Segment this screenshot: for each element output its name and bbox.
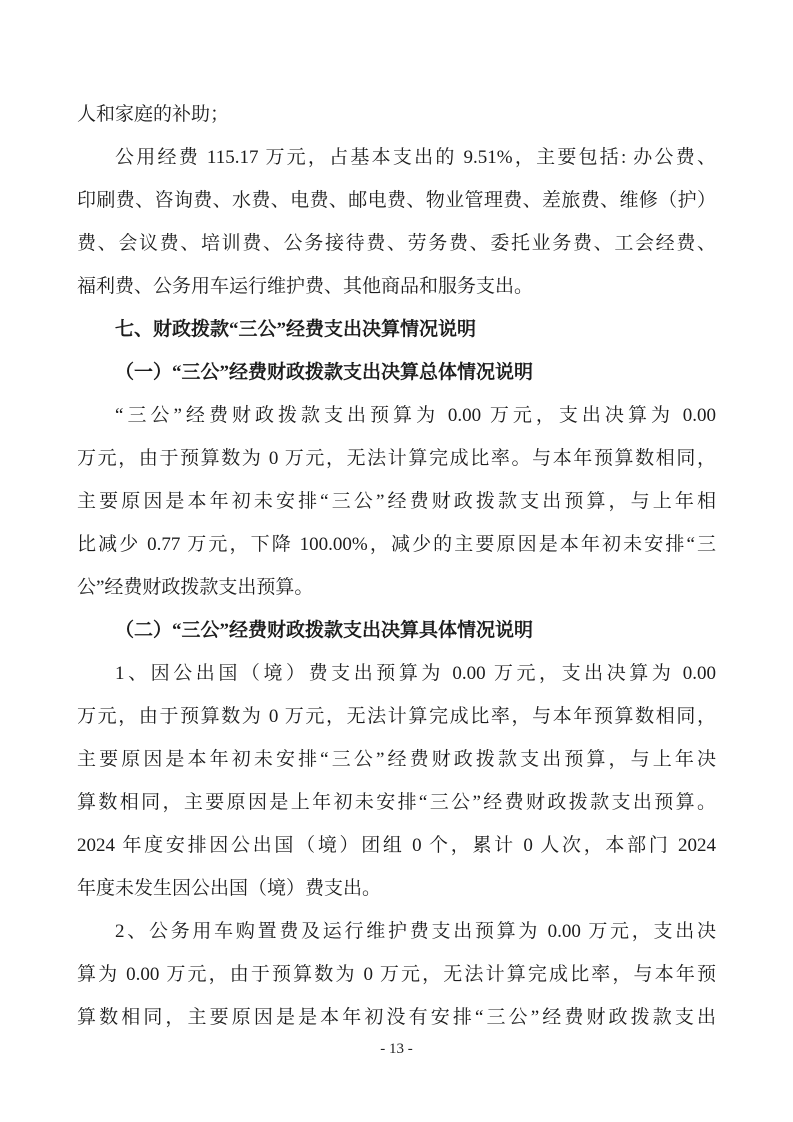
text-line: 人和家庭的补助； bbox=[77, 104, 230, 125]
text-line: 印刷费、咨询费、水费、电费、邮电费、物业管理费、差旅费、维修（护） bbox=[77, 190, 716, 211]
text-line: 算数相同，主要原因是上年初未安排“三公”经费财政拨款支出预算。 bbox=[77, 792, 716, 813]
section-heading: （一）“三公”经费财政拨款支出决算总体情况说明 bbox=[115, 362, 534, 383]
text-line: 2024 年度安排因公出国（境）团组 0 个，累计 0 人次，本部门 2024 bbox=[77, 835, 716, 856]
text-line: 年度未发生因公出国（境）费支出。 bbox=[77, 878, 382, 899]
text-line: 算数相同，主要原因是是本年初没有安排“三公”经费财政拨款支出 bbox=[77, 1007, 716, 1028]
text-line: 算为 0.00 万元，由于预算数为 0 万元，无法计算完成比率，与本年预 bbox=[77, 964, 716, 985]
section-heading: 七、财政拨款“三公”经费支出决算情况说明 bbox=[115, 319, 477, 340]
text-line: 比减少 0.77 万元，下降 100.00%，减少的主要原因是本年初未安排“三 bbox=[77, 534, 716, 555]
text-line: 公”经费财政拨款支出预算。 bbox=[77, 577, 314, 598]
section-heading: （二）“三公”经费财政拨款支出决算具体情况说明 bbox=[115, 620, 534, 641]
text-line: 主要原因是本年初未安排“三公”经费财政拨款支出预算，与上年决 bbox=[77, 749, 716, 770]
text-line: 主要原因是本年初未安排“三公”经费财政拨款支出预算，与上年相 bbox=[77, 491, 716, 512]
text-line: 福利费、公务用车运行维护费、其他商品和服务支出。 bbox=[77, 276, 534, 297]
text-line: 公用经费 115.17 万元，占基本支出的 9.51%，主要包括: 办公费、 bbox=[115, 147, 716, 168]
page-footer bbox=[0, 1038, 793, 1060]
text-line: “三公”经费财政拨款支出预算为 0.00 万元，支出决算为 0.00 bbox=[115, 405, 716, 426]
text-line: 万元，由于预算数为 0 万元，无法计算完成比率，与本年预算数相同， bbox=[77, 706, 716, 727]
text-line: 费、会议费、培训费、公务接待费、劳务费、委托业务费、工会经费、 bbox=[77, 233, 716, 254]
text-line: 1、因公出国（境）费支出预算为 0.00 万元，支出决算为 0.00 bbox=[115, 663, 716, 684]
text-line: 2、公务用车购置费及运行维护费支出预算为 0.00 万元，支出决 bbox=[115, 921, 716, 942]
text-line: 万元，由于预算数为 0 万元，无法计算完成比率。与本年预算数相同， bbox=[77, 448, 716, 469]
page-number: - 13 - bbox=[380, 1041, 413, 1057]
document-body bbox=[77, 93, 716, 1039]
